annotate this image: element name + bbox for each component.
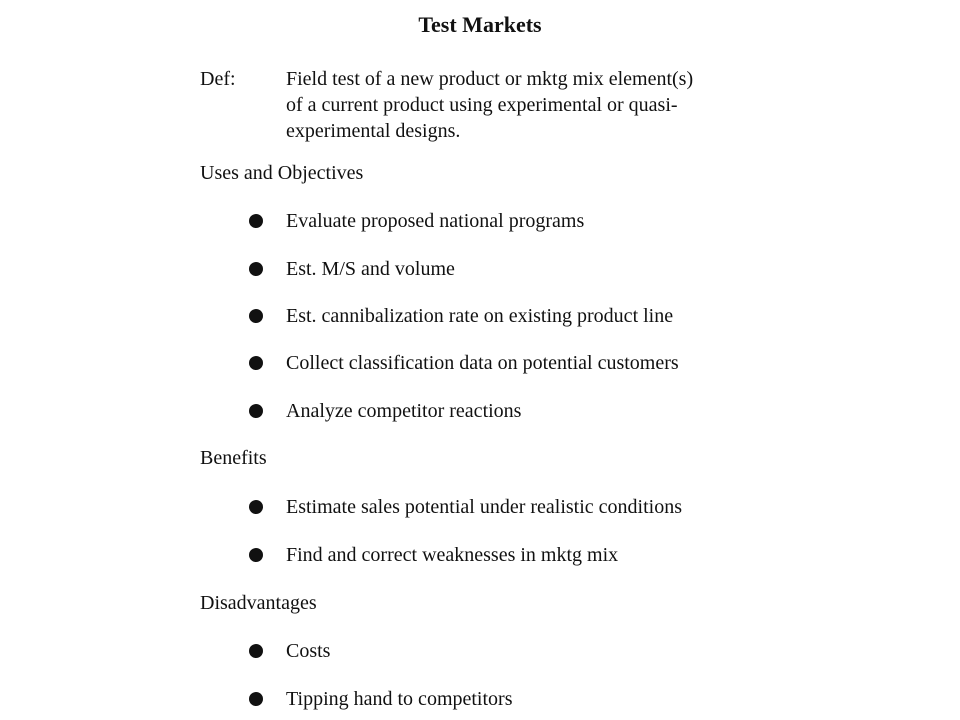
list-item [0,208,960,234]
list-item [0,494,960,520]
section-heading-uses: Uses and Objectives [200,162,364,184]
list-item [0,686,960,712]
bullet-icon [249,356,263,370]
list-item-text: Find and correct weaknesses in mktg mix [286,544,619,566]
bullet-icon [249,500,263,514]
list-item [0,398,960,424]
bullet-icon [249,214,263,228]
bullet-icon [249,262,263,276]
list-item [0,350,960,376]
list-item-text: Costs [286,640,331,662]
list-item-text: Est. cannibalization rate on existing product line [286,305,674,327]
section-heading-disadvantages: Disadvantages [200,592,317,614]
section-heading-benefits: Benefits [200,447,267,469]
list-item [0,542,960,568]
bullet-icon [249,692,263,706]
bullet-icon [249,644,263,658]
list-item-text: Collect classification data on potential customers [286,352,679,374]
definition-line: experimental designs. [286,120,461,142]
list-item-text: Estimate sales potential under realistic conditions [286,496,683,518]
bullet-icon [249,548,263,562]
bullet-icon [249,309,263,323]
definition-line: Field test of a new product or mktg mix element(s) [286,68,694,90]
list-item [0,303,960,329]
list-item-text: Est. M/S and volume [286,258,455,280]
list-item-text: Evaluate proposed national programs [286,210,585,232]
bullet-icon [249,404,263,418]
list-item-text: Tipping hand to competitors [286,688,513,710]
page-title: Test Markets [418,12,542,37]
definition-line: of a current product using experimental or quasi- [286,94,678,116]
list-item-text: Analyze competitor reactions [286,400,522,422]
definition-label: Def: [200,68,236,90]
list-item [0,638,960,664]
list-item [0,256,960,282]
definition-text [286,66,806,144]
